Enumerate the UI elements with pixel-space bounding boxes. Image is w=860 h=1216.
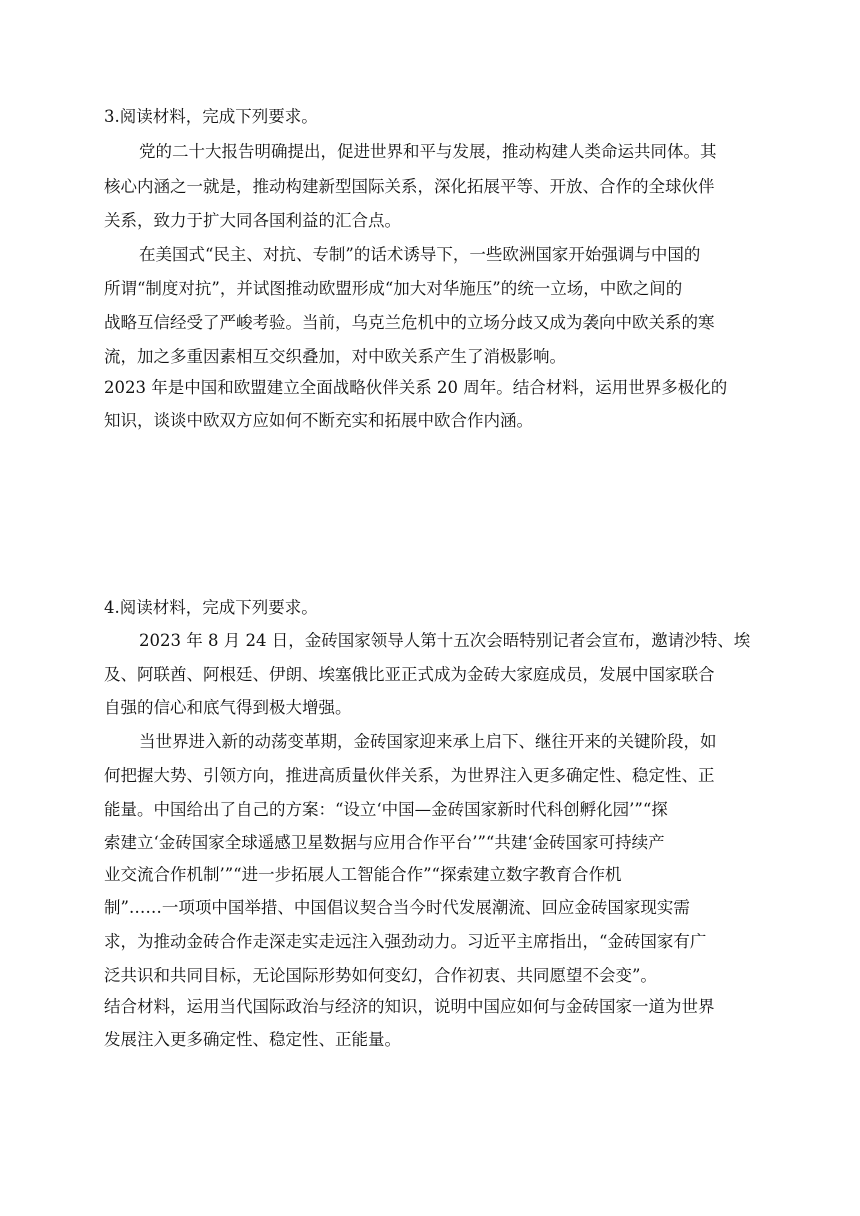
text-line: 所谓“制度对抗”，并试图推动欧盟形成“加大对华施压”的统一立场，中欧之间的 [104, 279, 683, 298]
text-line: 战略互信经受了严峻考验。当前，乌克兰危机中的立场分歧又成为袭向中欧关系的寒 [104, 313, 715, 332]
text-line: 流，加之多重因素相互交织叠加，对中欧关系产生了消极影响。 [104, 347, 566, 366]
question-4-heading: 4.阅读材料，完成下列要求。 [104, 598, 318, 617]
text-line: 当世界进入新的动荡变革期，金砖国家迎来承上启下、继往开来的关键阶段，如 [139, 732, 717, 751]
text-line: 自强的信心和底气得到极大增强。 [104, 698, 352, 717]
text-line: 关系，致力于扩大同各国利益的汇合点。 [104, 211, 401, 230]
text-line: 党的二十大报告明确提出，促进世界和平与发展，推动构建人类命运共同体。其 [139, 142, 717, 161]
text-line: 2023 年是中国和欧盟建立全面战略伙伴关系 20 周年。结合材料，运用世界多极化的 [104, 378, 728, 397]
question-3-heading: 3.阅读材料，完成下列要求。 [104, 107, 318, 126]
text-line: 泛共识和共同目标，无论国际形势如何变幻，合作初衷、共同愿望不会变”。 [104, 966, 657, 985]
text-line: 发展注入更多确定性、稳定性、正能量。 [104, 1030, 401, 1049]
text-line: 2023 年 8 月 24 日，金砖国家领导人第十五次会晤特别记者会宣布，邀请沙特、埃 [139, 631, 751, 650]
text-line: 索建立‘金砖国家全球遥感卫星数据与应用合作平台’”“共建‘金砖国家可持续产 [104, 833, 665, 852]
text-line: 业交流合作机制’”“进一步拓展人工智能合作”“探索建立数字教育合作机 [104, 865, 622, 884]
text-line: 知识，谈谈中欧双方应如何不断充实和拓展中欧合作内涵。 [104, 411, 533, 430]
text-line: 及、阿联酋、阿根廷、伊朗、埃塞俄比亚正式成为金砖大家庭成员，发展中国家联合 [104, 665, 715, 684]
text-line: 制”……一项项中国举措、中国倡议契合当今时代发展潮流、回应金砖国家现实需 [104, 898, 690, 917]
text-line: 求，为推动金砖合作走深走实走远注入强劲动力。习近平主席指出，“金砖国家有广 [104, 932, 707, 951]
text-line: 能量。中国给出了自己的方案：“设立‘中国—金砖国家新时代科创孵化园’”“探 [104, 800, 668, 819]
text-line: 何把握大势、引领方向，推进高质量伙伴关系，为世界注入更多确定性、稳定性、正 [104, 766, 715, 785]
text-line: 结合材料，运用当代国际政治与经济的知识，说明中国应如何与金砖国家一道为世界 [104, 997, 715, 1016]
text-line: 在美国式“民主、对抗、专制”的话术诱导下，一些欧洲国家开始强调与中国的 [139, 245, 701, 264]
text-line: 核心内涵之一就是，推动构建新型国际关系，深化拓展平等、开放、合作的全球伙伴 [104, 177, 715, 196]
